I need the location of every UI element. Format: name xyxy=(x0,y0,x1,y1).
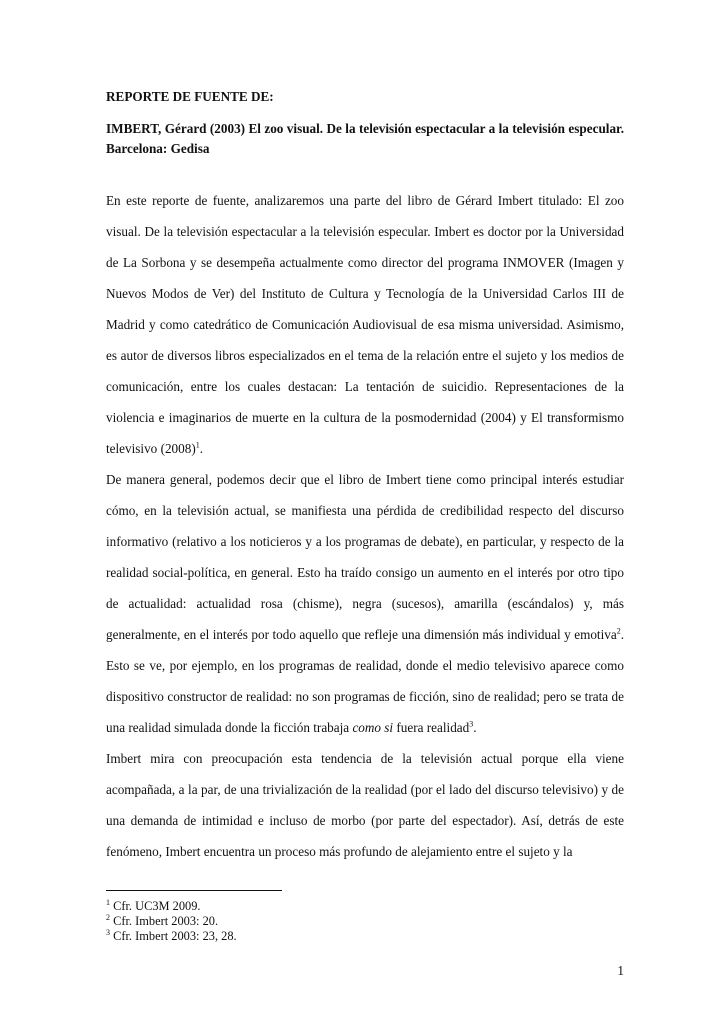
paragraph-2-text-c: fuera realidad xyxy=(393,720,470,735)
footnote-2 xyxy=(106,914,624,929)
paragraph-1-text: En este reporte de fuente, analizaremos una parte del libro de Gérard Imbert titulado: El zoo visual. De la televisión espectacular a la televisión especular. Imbert es doctor por la Universidad de La Sorbona y se desempeña actualmente como director del programa INMOVER (Imagen y Nuevos Modos de Ver) del Instituto de Cultura y Tecnología de la Universidad Carlos III de Madrid y como catedrático de Comunicación Audiovisual de esa misma universidad. Asimismo, es autor de diversos libros especializados en el tema de la relación entre el sujeto y los medios de comunicación, entre los cuales destacan: La tentación de suicidio. Representaciones de la violencia e imaginarios de muerte en la cultura de la posmodernidad (2004) y El transformismo televisivo (2008) xyxy=(106,193,624,456)
footnote-3 xyxy=(106,929,624,944)
footnote-ref-3[interactable]: 3 xyxy=(469,719,474,729)
bibliographic-citation: IMBERT, Gérard (2003) El zoo visual. De la televisión espectacular a la televisión especular. Barcelona: Gedisa xyxy=(106,121,624,156)
footnote-text-3: Cfr. Imbert 2003: 23, 28. xyxy=(110,929,237,943)
footnote-num-3: 3 xyxy=(106,927,110,937)
paragraph-1-end: . xyxy=(199,441,204,456)
paragraph-2-end: . xyxy=(473,720,477,735)
footnote-num-2: 2 xyxy=(106,912,110,922)
paragraph-2 xyxy=(106,464,624,743)
footnote-text-2: Cfr. Imbert 2003: 20. xyxy=(110,914,219,928)
footnote-separator xyxy=(106,890,282,891)
paragraph-2-italic: como si xyxy=(352,720,394,735)
footnotes xyxy=(106,890,624,944)
paragraph-1 xyxy=(106,185,624,464)
footnote-ref-2[interactable]: 2 xyxy=(616,626,621,636)
report-heading: REPORTE DE FUENTE DE: xyxy=(106,89,274,104)
footnote-text-1: Cfr. UC3M 2009. xyxy=(110,899,201,913)
paragraph-3: Imbert mira con preocupación esta tendencia de la televisión actual porque ella viene acompañada, a la par, de una trivialización de la realidad (por el lado del discurso televisivo) y de una demanda de intimidad e incluso de morbo (por parte del espectador). Así, detrás de este fenómeno, Imbert encuentra un proceso más profundo de alejamiento entre el sujeto y la xyxy=(106,751,624,859)
footnote-1 xyxy=(106,899,624,914)
paragraph-2-text-b: . Esto se ve, por ejemplo, en los programas de realidad, donde el medio televisivo aparece como dispositivo constructor de realidad: no son programas de ficción, sino de realidad; pero se trata de una realidad simulada donde la ficción trabaja xyxy=(106,627,624,735)
page-number: 1 xyxy=(617,963,624,978)
footnote-num-1: 1 xyxy=(106,897,110,907)
paragraph-2-text: De manera general, podemos decir que el libro de Imbert tiene como principal interés estudiar cómo, en la televisión actual, se manifiesta una pérdida de credibilidad respecto del discurso informativo (relativo a los noticieros y a los programas de debate), en particular, y respecto de la realidad social-política, en general. Esto ha traído consigo un aumento en el interés por otro tipo de actualidad: actualidad rosa (chisme), negra (sucesos), amarilla (escándalos) y, más generalmente, en el interés por todo aquello que refleje una dimensión más individual y emotiva xyxy=(106,472,624,642)
footnote-ref-1[interactable]: 1 xyxy=(195,440,200,450)
